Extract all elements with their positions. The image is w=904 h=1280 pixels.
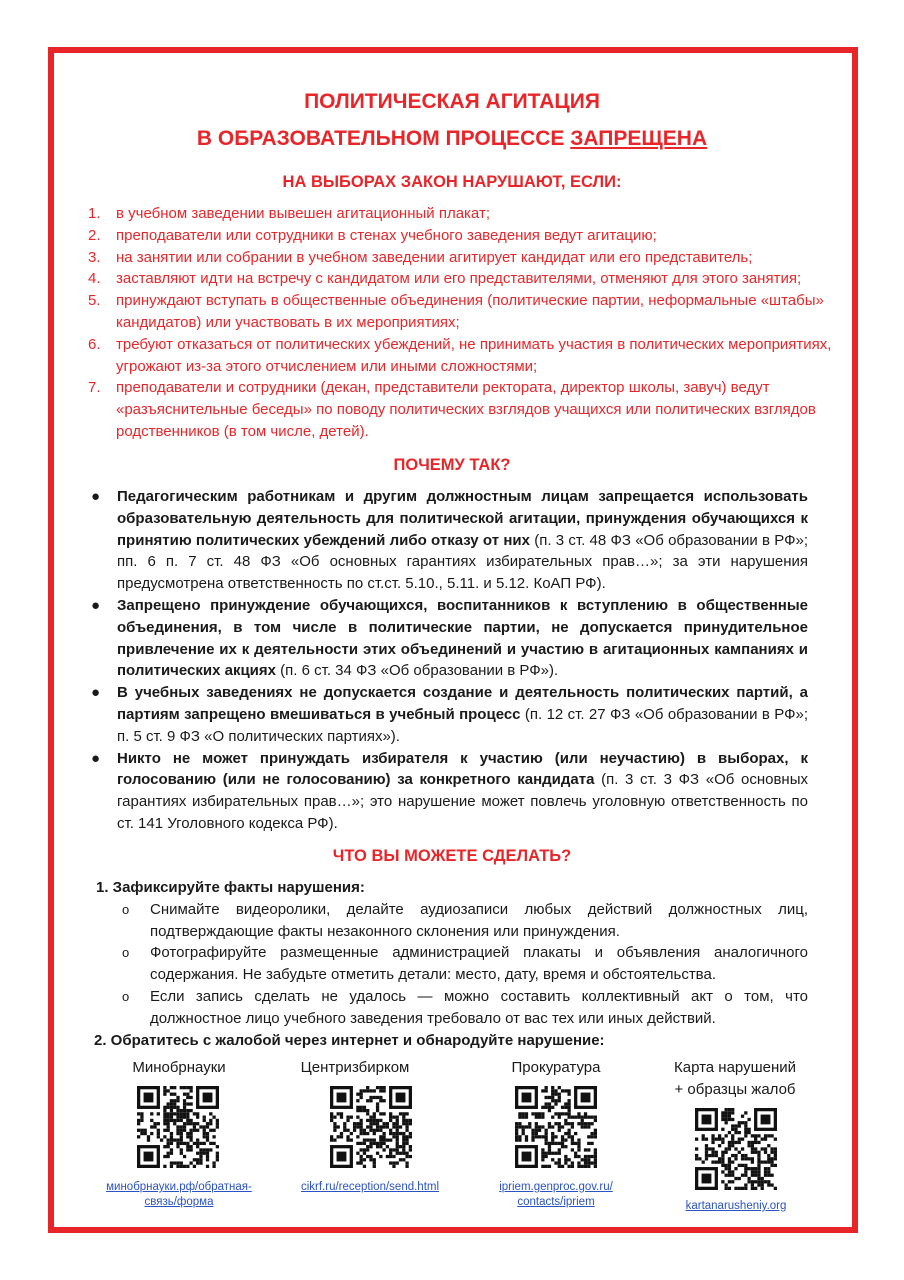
item-number: 3. xyxy=(88,248,101,266)
bullet-bold-text: Запрещено принуждение обучающихся, воспитанников к вступлению в общественные объединения, в том числе в политические партии, не допускается принудительное привлечение их к деятельности этих объединений и участию в агитационных кампаниях и политических акциях xyxy=(117,596,808,680)
link-line1[interactable]: cikrf.ru/reception/send.html xyxy=(300,1181,440,1193)
item-text: на занятии или собрании в учебном заведении агитирует кандидат или его представитель; xyxy=(116,248,753,266)
sub-item-text: Если запись сделать не удалось — можно составить коллективный акт о том, что должностное лицо учебного заведения требовало от вас тех или иных действий. xyxy=(150,987,808,1027)
bullet-reference: (п. 3 ст. 48 ФЗ «Об образовании в РФ»; пп. 6 п. 7 ст. 48 ФЗ «Об основных гарантиях избирательных прав…»; за эти нарушения предусмотрена ответственность по ст.ст. 5.10., 5.11. и 5.12. КоАП РФ). xyxy=(117,531,808,593)
item-number: 4. xyxy=(88,270,101,288)
sub-item-text: Снимайте видеоролики, делайте аудиозаписи любых действий должностных лиц, подтверждающие факты незаконного склонения или принуждения. xyxy=(150,900,808,940)
qr-code-icon[interactable] xyxy=(137,1086,219,1168)
item-number: 1. xyxy=(88,205,101,222)
list-item xyxy=(88,682,808,747)
contact-label-prosecutor: Прокуратура xyxy=(511,1059,601,1076)
link-minobrnauki[interactable] xyxy=(79,1180,279,1210)
link-line1[interactable]: kartanarusheniy.org xyxy=(685,1200,787,1212)
list-item xyxy=(88,334,848,378)
circle-bullet-icon: o xyxy=(122,901,130,917)
list-item xyxy=(96,942,808,986)
step-one-heading: 1. Зафиксируйте факты нарушения: xyxy=(96,879,365,896)
bullet-reference: (п. 12 ст. 27 ФЗ «Об образовании в РФ»; п. 5 ст. 9 ФЗ «О политических партиях»). xyxy=(117,705,808,745)
actions-list xyxy=(96,877,808,1051)
item-text: преподаватели и сотрудники (декан, представители ректората, директор школы, завуч) ведут «разъяснительные беседы» по поводу политических взглядов учащихся или политических взглядов родственников (в том числе, детей). xyxy=(116,379,816,440)
bullet-bold-text: Педагогическим работникам и другим должностным лицам запрещается использовать образовательную деятельность для политической агитации, принуждения обучающихся к принятию политических убеждений либо отказу от них xyxy=(117,488,808,549)
link-line2[interactable]: contacts/ipriem xyxy=(517,1196,595,1208)
section-heading-violations: НА ВЫБОРАХ ЗАКОН НАРУШАЮТ, ЕСЛИ: xyxy=(282,173,622,191)
map-label-line2: + образцы жалоб xyxy=(674,1080,796,1098)
qr-code-icon[interactable] xyxy=(515,1086,597,1168)
link-cik[interactable] xyxy=(270,1180,470,1195)
list-item xyxy=(96,899,808,943)
bullet-icon: ● xyxy=(91,488,101,505)
bullet-icon: ● xyxy=(91,684,101,702)
list-item xyxy=(88,247,848,269)
bullet-bold-text: В учебных заведениях не допускается создание и деятельность политических партий, а партиям запрещено вмешиваться в учебный процесс xyxy=(117,684,808,723)
violations-list xyxy=(88,203,848,443)
list-item xyxy=(88,748,808,835)
section-heading-why: ПОЧЕМУ ТАК? xyxy=(393,456,511,474)
list-item xyxy=(88,377,848,442)
circle-bullet-icon: o xyxy=(122,945,130,961)
item-text: преподаватели или сотрудники в стенах учебного заведения ведут агитацию; xyxy=(116,226,657,244)
section-heading-actions: ЧТО ВЫ МОЖЕТЕ СДЕЛАТЬ? xyxy=(332,847,572,865)
item-number: 7. xyxy=(88,379,101,397)
contact-label-minobrnauki: Минобрнауки xyxy=(132,1059,226,1076)
map-label-line1: Карта нарушений xyxy=(673,1059,797,1076)
qr-code-icon[interactable] xyxy=(695,1108,777,1190)
item-number: 6. xyxy=(88,335,101,353)
bullet-icon: ● xyxy=(91,596,101,614)
link-map[interactable] xyxy=(636,1199,836,1214)
list-item xyxy=(88,290,848,334)
item-number: 5. xyxy=(88,292,101,310)
item-text: требуют отказаться от политических убеждений, не принимать участия в политических мероприятиях, угрожают из-за этого отчислением или иными сложностями; xyxy=(116,335,832,375)
list-item xyxy=(88,225,848,247)
qr-code-icon[interactable] xyxy=(330,1086,412,1168)
title-prefix: В ОБРАЗОВАТЕЛЬНОМ ПРОЦЕССЕ xyxy=(196,127,571,150)
sub-item-text: Фотографируйте размещенные администрацией плакаты и объявления аналогичного содержания. Не забудьте отметить детали: место, дату, время и обстоятельства. xyxy=(150,944,808,984)
title-emphasis: ЗАПРЕЩЕНА xyxy=(570,127,708,150)
item-number: 2. xyxy=(88,226,101,244)
item-text: принуждают вступать в общественные объединения (политические партии, неформальные «штабы» кандидатов) или участвовать в их мероприятиях; xyxy=(116,292,824,331)
item-text: заставляют идти на встречу с кандидатом или его представителями, отменяют для этого занятия; xyxy=(116,270,802,288)
contact-label-map xyxy=(640,1057,830,1101)
page-title-line2 xyxy=(0,121,904,157)
list-item xyxy=(88,486,808,595)
circle-bullet-icon: o xyxy=(122,988,130,1004)
item-text: в учебном заведении вывешен агитационный плакат; xyxy=(116,205,490,222)
contact-label-cik: Центризбирком xyxy=(300,1059,410,1076)
list-item xyxy=(96,986,808,1030)
law-references-list xyxy=(88,486,808,835)
bullet-bold-text: Никто не может принуждать избирателя к участию (или неучастию) в выборах, к голосованию (или не голосованию) за конкретного кандидата xyxy=(117,749,808,789)
list-item xyxy=(88,595,808,682)
link-line1[interactable]: ipriem.genproc.gov.ru/ xyxy=(499,1181,613,1193)
page-title-line1: ПОЛИТИЧЕСКАЯ АГИТАЦИЯ xyxy=(304,90,600,113)
bullet-reference: (п. 6 ст. 34 ФЗ «Об образовании в РФ»). xyxy=(276,662,559,680)
link-line2[interactable]: связь/форма xyxy=(144,1196,214,1208)
list-item xyxy=(88,203,848,225)
bullet-reference: (п. 3 ст. 3 ФЗ «Об основных гарантиях избирательных прав…»; это нарушение может повлечь уголовную ответственность по ст. 141 Уголовного кодекса РФ). xyxy=(117,771,808,832)
step-two-heading: 2. Обратитесь с жалобой через интернет и обнародуйте нарушение: xyxy=(94,1031,605,1049)
list-item xyxy=(88,268,848,290)
link-prosecutor[interactable] xyxy=(456,1180,656,1210)
bullet-icon: ● xyxy=(91,749,101,767)
link-line1[interactable]: минобрнауки.рф/обратная- xyxy=(106,1181,252,1193)
